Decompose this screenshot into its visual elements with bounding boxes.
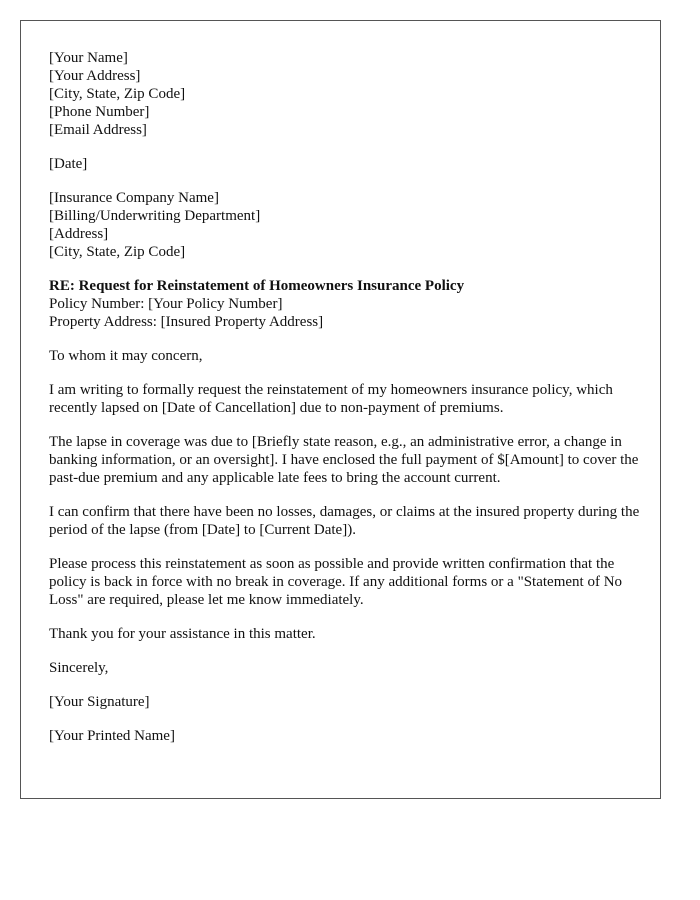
- body-paragraph: I can confirm that there have been no losses, damages, or claims at the insured property during the period of the lapse (from [Date] to [Current Date]).: [49, 504, 640, 538]
- subject-line: RE: Request for Reinstatement of Homeowners Insurance Policy: [49, 278, 465, 294]
- recipient-city: [City, State, Zip Code]: [49, 244, 186, 260]
- recipient-address: [Address]: [49, 226, 109, 242]
- recipient-department: [Billing/Underwriting Department]: [49, 208, 261, 224]
- sender-phone: [Phone Number]: [49, 104, 150, 120]
- sender-email: [Email Address]: [49, 122, 147, 138]
- body-paragraph: Please process this reinstatement as soon as possible and provide written confirmation that the policy is back in force with no break in coverage. If any additional forms or a "Statement of No Loss" are required, please let me know immediately.: [49, 556, 623, 608]
- letter-date: [Date]: [49, 156, 88, 172]
- property-address: Property Address: [Insured Property Address]: [49, 314, 324, 330]
- body-paragraph: I am writing to formally request the reinstatement of my homeowners insurance policy, which recently lapsed on [Date of Cancellation] due to non-payment of premiums.: [49, 382, 613, 416]
- subject-block: [49, 277, 640, 331]
- body-paragraph: The lapse in coverage was due to [Briefly state reason, e.g., an administrative error, a change in banking information, or an oversight]. I have enclosed the full payment of $[Amount] to cover the past-due premium and any applicable late fees to bring the account current.: [49, 434, 639, 486]
- body-paragraph: Thank you for your assistance in this matter.: [49, 626, 316, 642]
- sender-city: [City, State, Zip Code]: [49, 86, 186, 102]
- signature: [Your Signature]: [49, 694, 150, 710]
- policy-number: Policy Number: [Your Policy Number]: [49, 296, 283, 312]
- recipient-block: [49, 189, 640, 261]
- letter-document: [20, 20, 661, 799]
- printed-name: [Your Printed Name]: [49, 728, 175, 744]
- salutation: To whom it may concern,: [49, 348, 203, 364]
- recipient-company: [Insurance Company Name]: [49, 190, 219, 206]
- closing: Sincerely,: [49, 660, 109, 676]
- sender-block: [49, 49, 640, 139]
- sender-address: [Your Address]: [49, 68, 141, 84]
- sender-name: [Your Name]: [49, 50, 128, 66]
